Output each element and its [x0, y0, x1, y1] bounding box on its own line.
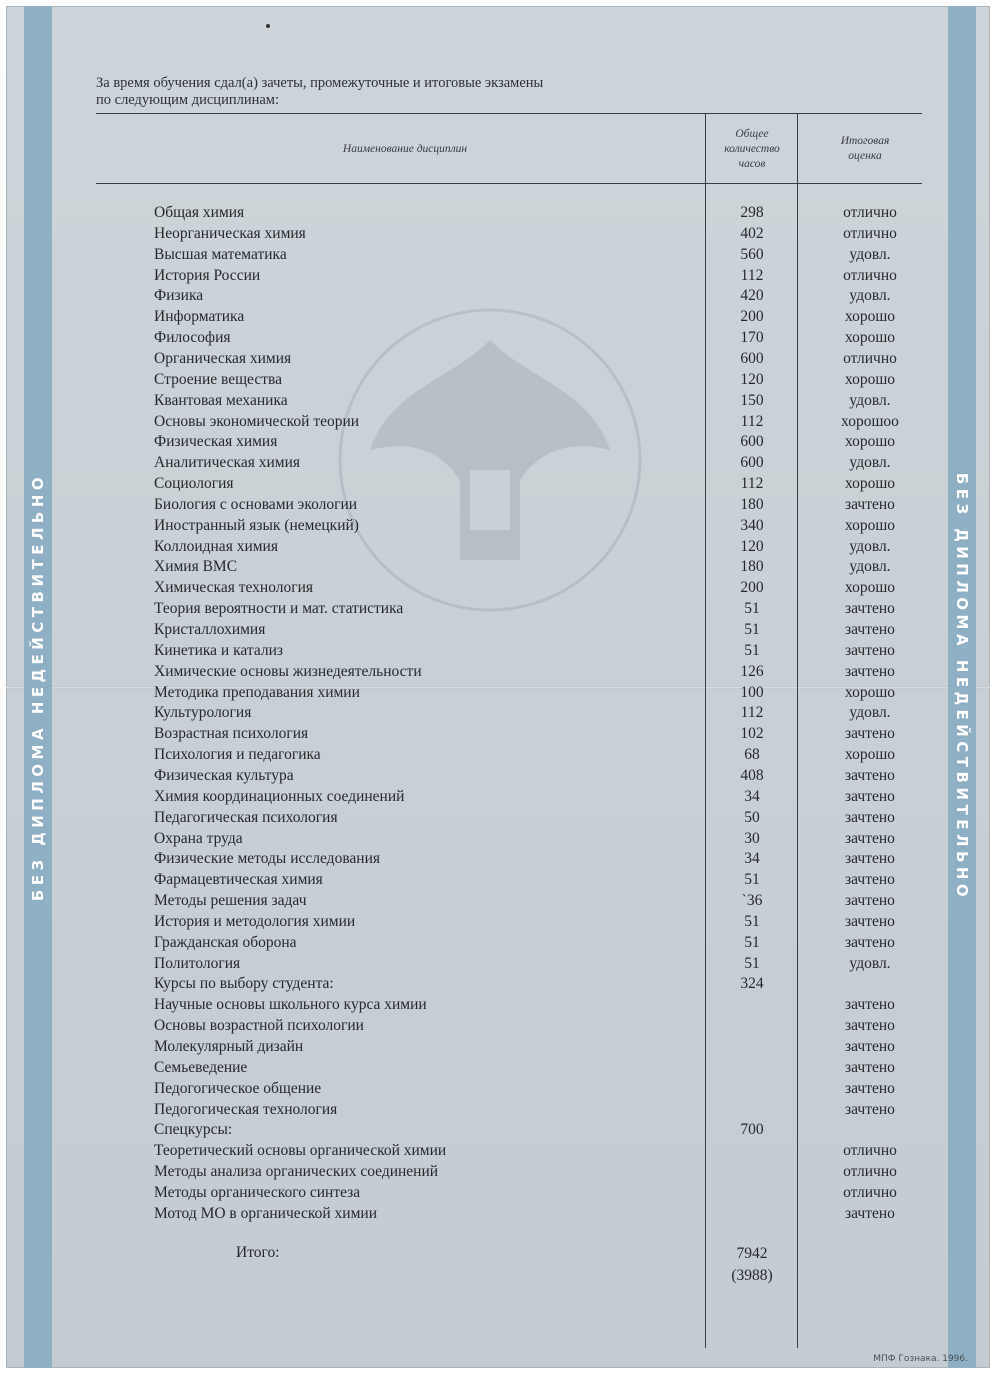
- discipline-grade: зачтено: [845, 1017, 895, 1035]
- discipline-name: Основы возрастной психологии: [154, 1017, 364, 1035]
- discipline-name: Высшая математика: [154, 245, 287, 263]
- discipline-hours: 112: [740, 412, 764, 430]
- discipline-grade: зачтено: [845, 621, 895, 638]
- discipline-grade: зачтено: [845, 871, 895, 889]
- header-line-1: За время обучения сдал(а) зачеты, промежуточные и итоговые экзамены: [96, 75, 544, 91]
- discipline-name: Физические методы исследования: [154, 850, 381, 868]
- discipline-hours: 51: [744, 871, 760, 889]
- discipline-name: Кристаллохимия: [154, 621, 266, 638]
- discipline-grade: отлично: [843, 1163, 897, 1181]
- discipline-name: Аналитическая химия: [154, 454, 301, 472]
- table-row: [0, 1037, 1000, 1058]
- discipline-grade: удовл.: [849, 287, 891, 305]
- table-row: [0, 912, 1000, 933]
- table-row: [0, 745, 1000, 766]
- discipline-grade: хорошо: [844, 683, 896, 701]
- discipline-hours: 180: [740, 558, 764, 576]
- discipline-hours: `36: [741, 892, 763, 910]
- discipline-grade: зачтено: [845, 600, 895, 618]
- discipline-hours: 120: [740, 370, 764, 388]
- discipline-name: Молекулярный дизайн: [154, 1038, 304, 1055]
- discipline-grade: хорошо: [844, 308, 896, 326]
- table-row: [0, 703, 1000, 724]
- discipline-name: Биология с основами экологии: [154, 495, 358, 513]
- discipline-grade: хорошо: [844, 746, 896, 764]
- discipline-hours: 51: [744, 933, 760, 951]
- discipline-grade: отлично: [843, 266, 897, 284]
- discipline-name: Мотод МО в органической химии: [154, 1204, 377, 1222]
- discipline-name: Физическая культура: [154, 766, 294, 784]
- discipline-grade: зачтено: [845, 1100, 895, 1118]
- discipline-name: Фармацевтическая химия: [154, 871, 323, 889]
- side-band-text-right: БЕЗ ДИПЛОМА НЕДЕЙСТВИТЕЛЬНО: [953, 472, 971, 902]
- discipline-name: Строение вещества: [154, 370, 282, 388]
- discipline-grade: зачтено: [845, 829, 895, 847]
- column-header-hours-3: часов: [738, 158, 766, 170]
- discipline-hours: 200: [740, 308, 764, 326]
- printer-imprint: МПФ Гознака. 1996.: [873, 1354, 968, 1364]
- table-row: [0, 328, 1000, 349]
- discipline-grade: зачтено: [845, 641, 895, 659]
- discipline-name: Органическая химия: [154, 349, 292, 367]
- discipline-hours: 34: [744, 850, 760, 868]
- discipline-grade: зачтено: [845, 495, 895, 513]
- table-row: [0, 432, 1000, 453]
- table-row: [0, 954, 1000, 975]
- discipline-hours: 298: [740, 204, 764, 221]
- discipline-grade: зачтено: [845, 892, 895, 910]
- table-row: [0, 974, 1000, 995]
- table-row: [0, 266, 1000, 287]
- discipline-name: Гражданская оборона: [154, 933, 297, 951]
- discipline-name: Химия ВМС: [154, 558, 238, 576]
- discipline-name: Научные основы школьного курса химии: [154, 996, 427, 1014]
- discipline-hours: 102: [740, 725, 764, 743]
- discipline-name: Информатика: [154, 308, 245, 326]
- discipline-grade: удовл.: [849, 704, 891, 722]
- discipline-hours: 600: [740, 454, 764, 472]
- discipline-hours: 112: [740, 704, 764, 722]
- table-top-rule: [96, 113, 922, 114]
- table-row: [0, 1100, 1000, 1121]
- discipline-grade: удовл.: [849, 454, 891, 472]
- table-row: [0, 412, 1000, 433]
- discipline-hours: 560: [740, 245, 764, 263]
- discipline-hours: 126: [740, 662, 764, 680]
- discipline-name: Спецкурсы:: [154, 1121, 233, 1139]
- table-row: [0, 203, 1000, 224]
- table-row: [0, 787, 1000, 808]
- discipline-name: Методы органического синтеза: [154, 1183, 361, 1201]
- discipline-grade: зачтено: [845, 725, 895, 743]
- table-row: [0, 808, 1000, 829]
- discipline-name: Физика: [154, 287, 204, 305]
- discipline-hours: 324: [740, 975, 764, 993]
- header-line-2: по следующим дисциплинам:: [96, 92, 279, 108]
- table-row: [0, 537, 1000, 558]
- discipline-hours: 50: [744, 808, 760, 826]
- table-row: [0, 849, 1000, 870]
- discipline-name: История России: [154, 266, 261, 284]
- table-row: [0, 578, 1000, 599]
- discipline-hours: 340: [740, 516, 764, 534]
- discipline-grade: хорошо: [844, 516, 896, 534]
- table-row: [0, 1058, 1000, 1079]
- discipline-hours: 120: [740, 537, 764, 555]
- discipline-grade: отлично: [843, 1142, 897, 1160]
- discipline-name: Общая химия: [154, 204, 245, 221]
- column-header-grade-2: оценка: [848, 150, 882, 162]
- table-row: [0, 766, 1000, 787]
- discipline-grade: отлично: [843, 224, 897, 242]
- discipline-name: Теория вероятности и мат. статистика: [154, 600, 404, 618]
- table-row: [0, 995, 1000, 1016]
- discipline-name: Теоретический основы органической химии: [154, 1142, 447, 1160]
- side-band-text-left: БЕЗ ДИПЛОМА НЕДЕЙСТВИТЕЛЬНО: [29, 472, 47, 902]
- table-row: [0, 474, 1000, 495]
- discipline-grade: отлично: [843, 204, 897, 221]
- discipline-grade: хорошо: [844, 329, 896, 347]
- table-row: [0, 370, 1000, 391]
- discipline-name: Методы анализа органических соединений: [154, 1163, 439, 1181]
- total-hours: 7942: [736, 1245, 768, 1262]
- discipline-name: Химия координационных соединений: [154, 787, 405, 805]
- table-row: [0, 1016, 1000, 1037]
- discipline-name: Педагогическая психология: [154, 808, 338, 826]
- table-row: [0, 829, 1000, 850]
- discipline-name: Возрастная психология: [154, 725, 309, 743]
- discipline-hours: 100: [740, 683, 764, 701]
- discipline-name: Кинетика и катализ: [154, 641, 284, 659]
- discipline-hours: 180: [740, 495, 764, 513]
- discipline-grade: зачтено: [845, 787, 895, 805]
- table-row: [0, 307, 1000, 328]
- discipline-hours: 150: [740, 391, 764, 409]
- table-row: [0, 641, 1000, 662]
- total-label: Итого:: [236, 1244, 280, 1261]
- ink-dot: [266, 24, 270, 28]
- table-row: [0, 891, 1000, 912]
- discipline-name: Политология: [154, 954, 241, 972]
- discipline-name: Химические основы жизнедеятельности: [154, 662, 422, 680]
- discipline-hours: 700: [740, 1121, 764, 1139]
- discipline-hours: 51: [744, 621, 760, 638]
- discipline-name: Культурология: [154, 704, 252, 722]
- discipline-name: Охрана труда: [154, 829, 243, 847]
- discipline-grade: зачтено: [845, 1058, 895, 1076]
- table-row: [0, 557, 1000, 578]
- discipline-name: Педогогическое общение: [154, 1079, 322, 1097]
- column-header-grade-1: Итоговая: [840, 135, 890, 147]
- discipline-hours: 112: [740, 266, 764, 284]
- discipline-name: Химическая технология: [154, 579, 314, 597]
- discipline-name: Социология: [154, 475, 234, 493]
- discipline-grade: зачтено: [845, 912, 895, 930]
- table-row: [0, 724, 1000, 745]
- discipline-name: Квантовая механика: [154, 391, 288, 409]
- discipline-hours: 51: [744, 954, 760, 972]
- column-header-hours-2: количество: [724, 143, 780, 155]
- discipline-grade: зачтено: [845, 766, 895, 784]
- discipline-name: Педогогическая технология: [154, 1100, 338, 1118]
- discipline-hours: 112: [740, 475, 764, 493]
- discipline-grade: хорошо: [844, 475, 896, 493]
- discipline-grade: зачтено: [845, 1079, 895, 1097]
- discipline-grade: хорошо: [844, 370, 896, 388]
- discipline-hours: 51: [744, 912, 760, 930]
- discipline-hours: 51: [744, 600, 760, 618]
- discipline-grade: удовл.: [849, 558, 891, 576]
- table-row: [0, 599, 1000, 620]
- table-row: [0, 870, 1000, 891]
- discipline-name: Физическая химия: [154, 433, 278, 451]
- table-row: [0, 224, 1000, 245]
- discipline-grade: зачтено: [845, 808, 895, 826]
- discipline-hours: 420: [740, 287, 764, 305]
- discipline-name: Психология и педагогика: [154, 746, 321, 764]
- table-row: [0, 1162, 1000, 1183]
- table-row: [0, 349, 1000, 370]
- table-row: [0, 1079, 1000, 1100]
- discipline-hours: 51: [744, 641, 760, 659]
- table-row: [0, 245, 1000, 266]
- table-row: [0, 391, 1000, 412]
- table-row: [0, 453, 1000, 474]
- column-header-hours-1: Общее: [735, 128, 769, 140]
- table-row: [0, 933, 1000, 954]
- discipline-grade: удовл.: [849, 391, 891, 409]
- discipline-hours: 68: [744, 746, 760, 764]
- discipline-grade: хорошо: [844, 433, 896, 451]
- total-hours-alt: (3988): [731, 1267, 773, 1284]
- discipline-grade: зачтено: [845, 1038, 895, 1055]
- discipline-name: Неорганическая химия: [154, 224, 306, 242]
- discipline-name: Методика преподавания химии: [154, 683, 360, 701]
- discipline-hours: 200: [740, 579, 764, 597]
- discipline-hours: 170: [740, 329, 764, 347]
- discipline-name: Семьеведение: [154, 1058, 248, 1076]
- discipline-grade: зачтено: [845, 933, 895, 951]
- discipline-hours: 408: [740, 766, 764, 784]
- discipline-hours: 34: [744, 787, 760, 805]
- table-row: [0, 662, 1000, 683]
- column-header-name: Наименование дисциплин: [342, 143, 468, 155]
- table-row: [0, 1183, 1000, 1204]
- discipline-grade: хорошо: [844, 579, 896, 597]
- table-row: [0, 495, 1000, 516]
- discipline-grade: зачтено: [845, 662, 895, 680]
- discipline-name: Коллоидная химия: [154, 537, 278, 555]
- table-row: [0, 620, 1000, 641]
- table-row: [0, 1141, 1000, 1162]
- discipline-name: Основы экономической теории: [154, 412, 360, 430]
- discipline-name: Курсы по выбору студента:: [154, 975, 334, 993]
- discipline-hours: 600: [740, 433, 764, 451]
- table-row: [0, 286, 1000, 307]
- discipline-grade: удовл.: [849, 537, 891, 555]
- discipline-hours: 30: [744, 829, 760, 847]
- discipline-name: Философия: [154, 329, 231, 347]
- table-row: [0, 1204, 1000, 1225]
- discipline-grade: зачтено: [845, 1204, 895, 1222]
- discipline-grade: зачтено: [845, 996, 895, 1014]
- discipline-grade: удовл.: [849, 245, 891, 263]
- table-header-bottom-rule: [96, 183, 922, 184]
- discipline-name: Методы решения задач: [154, 892, 307, 910]
- table-row: [0, 683, 1000, 704]
- discipline-name: Иностранный язык (немецкий): [154, 516, 359, 534]
- discipline-grade: хорошоо: [841, 412, 899, 430]
- discipline-name: История и методология химии: [154, 912, 356, 930]
- table-row: [0, 516, 1000, 537]
- discipline-grade: отлично: [843, 1183, 897, 1201]
- discipline-hours: 600: [740, 349, 764, 367]
- discipline-grade: зачтено: [845, 850, 895, 868]
- discipline-hours: 402: [740, 224, 764, 242]
- discipline-grade: отлично: [843, 349, 897, 367]
- table-row: [0, 1120, 1000, 1141]
- discipline-grade: удовл.: [849, 954, 891, 972]
